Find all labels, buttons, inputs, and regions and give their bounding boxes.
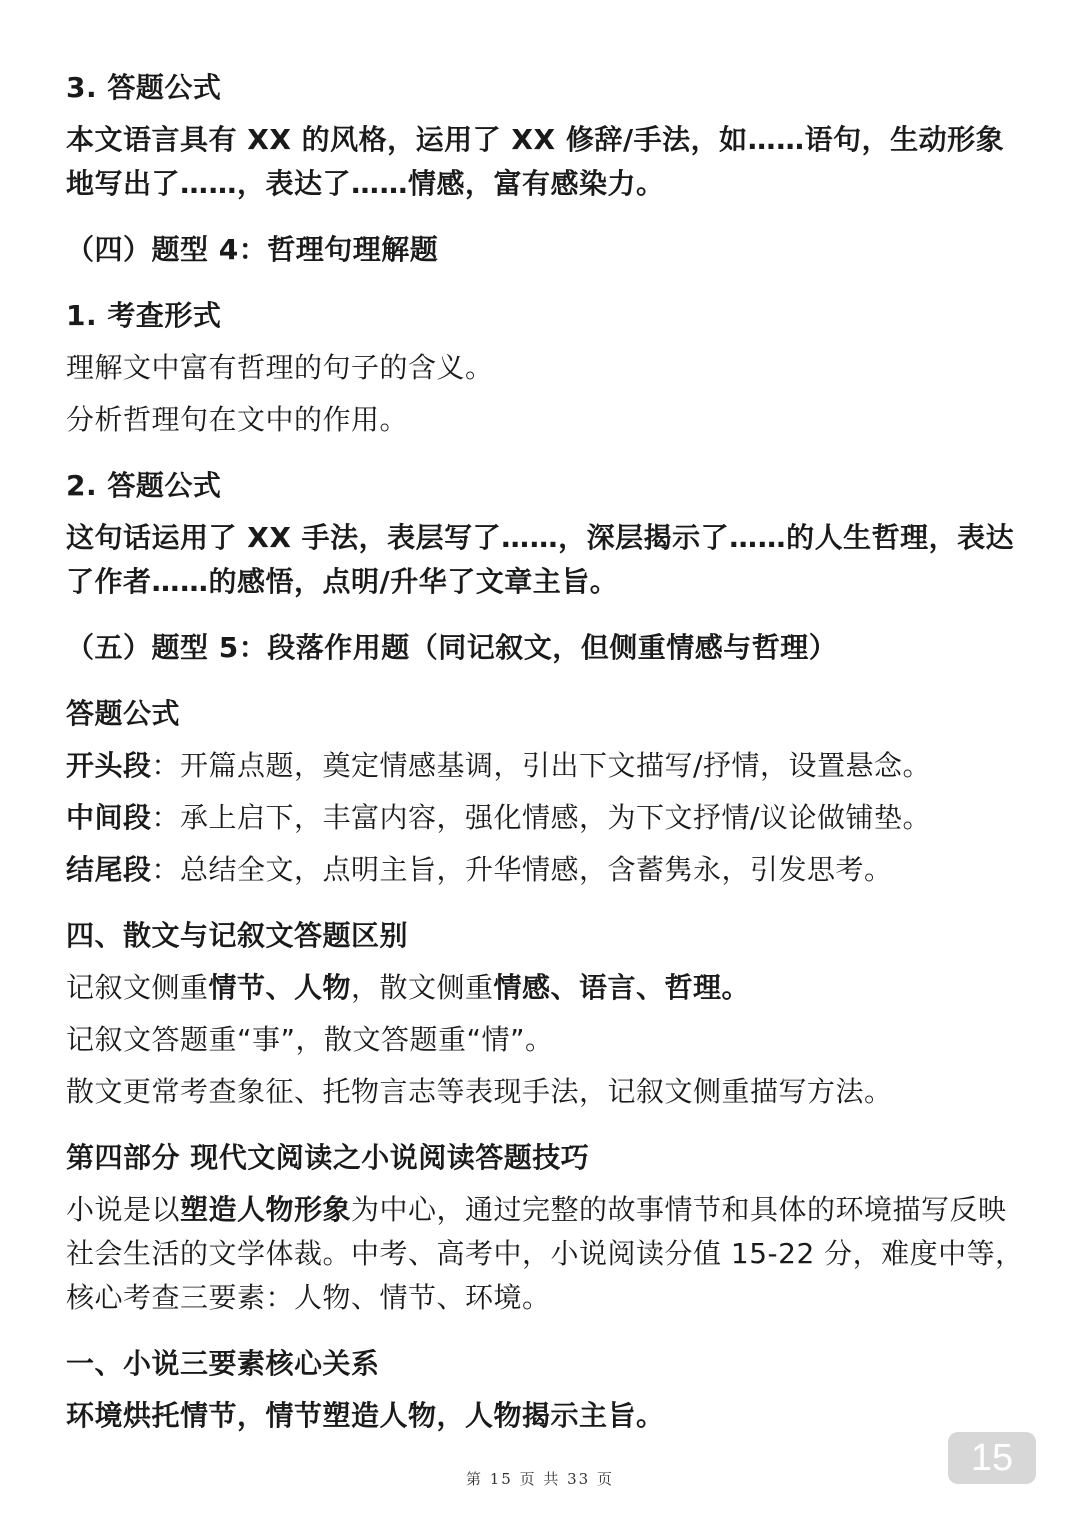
emphasis-text: 塑造人物形象: [180, 1193, 352, 1226]
intro-paragraph: [66, 1188, 1026, 1320]
comparison-line: 散文更常考查象征、托物言志等表现手法，记叙文侧重描写方法。: [66, 1075, 893, 1108]
section-heading: 1. 考查形式: [66, 299, 222, 332]
list-item: [66, 848, 1026, 892]
section-heading: 2. 答题公式: [66, 469, 222, 502]
comparison-line: 记叙文答题重“事”，散文答题重“情”。: [66, 1023, 554, 1056]
part-heading: 第四部分 现代文阅读之小说阅读答题技巧: [66, 1141, 590, 1174]
text-run: 记叙文侧重: [66, 971, 209, 1004]
question-type-heading: （四）题型 4：哲理句理解题: [66, 233, 439, 266]
emphasis-text: 情节、人物: [208, 971, 352, 1004]
paragraph-label: 中间段: [66, 801, 152, 834]
comparison-line: [66, 966, 1026, 1010]
text-run: ，散文侧重: [351, 971, 494, 1004]
paragraph-label: 结尾段: [66, 853, 152, 886]
section-heading: 3. 答题公式: [66, 71, 222, 104]
answer-formula: 这句话运用了 XX 手法，表层写了……，深层揭示了……的人生哲理，表达了作者……的感悟，点明/升华了文章主旨。: [66, 521, 1015, 598]
paragraph-label: 开头段: [66, 749, 152, 782]
document-page: [66, 66, 1026, 1438]
text-run: 为中心，通过完整的故事情节和具体的环境描写反映社会生活的文学体裁。中考、高考中，小说阅读分值 15-22 分，难度中等，核心考查三要素：人物、情节、环境。: [66, 1193, 1024, 1314]
list-item: [66, 744, 1026, 788]
page-number-badge: 15: [948, 1432, 1036, 1484]
answer-formula: 本文语言具有 XX 的风格，运用了 XX 修辞/手法，如……语句，生动形象地写出了……，表达了……情感，富有感染力。: [66, 123, 1005, 200]
paragraph-text: ：承上启下，丰富内容，强化情感，为下文抒情/议论做铺垫。: [151, 801, 931, 834]
section-heading: 答题公式: [66, 697, 181, 730]
page-footer: 第 15 页 共 33 页: [465, 1470, 614, 1488]
text-run: 小说是以: [66, 1193, 181, 1226]
core-relation: 环境烘托情节，情节塑造人物，人物揭示主旨。: [66, 1399, 665, 1432]
paragraph-text: ：总结全文，点明主旨，升华情感，含蓄隽永，引发思考。: [151, 853, 893, 886]
list-item: 分析哲理句在文中的作用。: [66, 403, 409, 436]
paragraph-text: ：开篇点题，奠定情感基调，引出下文描写/抒情，设置悬念。: [151, 749, 931, 782]
list-item: [66, 796, 1026, 840]
list-item: 理解文中富有哲理的句子的含义。: [66, 351, 494, 384]
section-heading: 一、小说三要素核心关系: [66, 1347, 380, 1380]
question-type-heading: （五）题型 5：段落作用题（同记叙文，但侧重情感与哲理）: [66, 631, 838, 664]
section-heading: 四、散文与记叙文答题区别: [66, 919, 409, 952]
emphasis-text: 情感、语言、哲理。: [493, 971, 751, 1004]
